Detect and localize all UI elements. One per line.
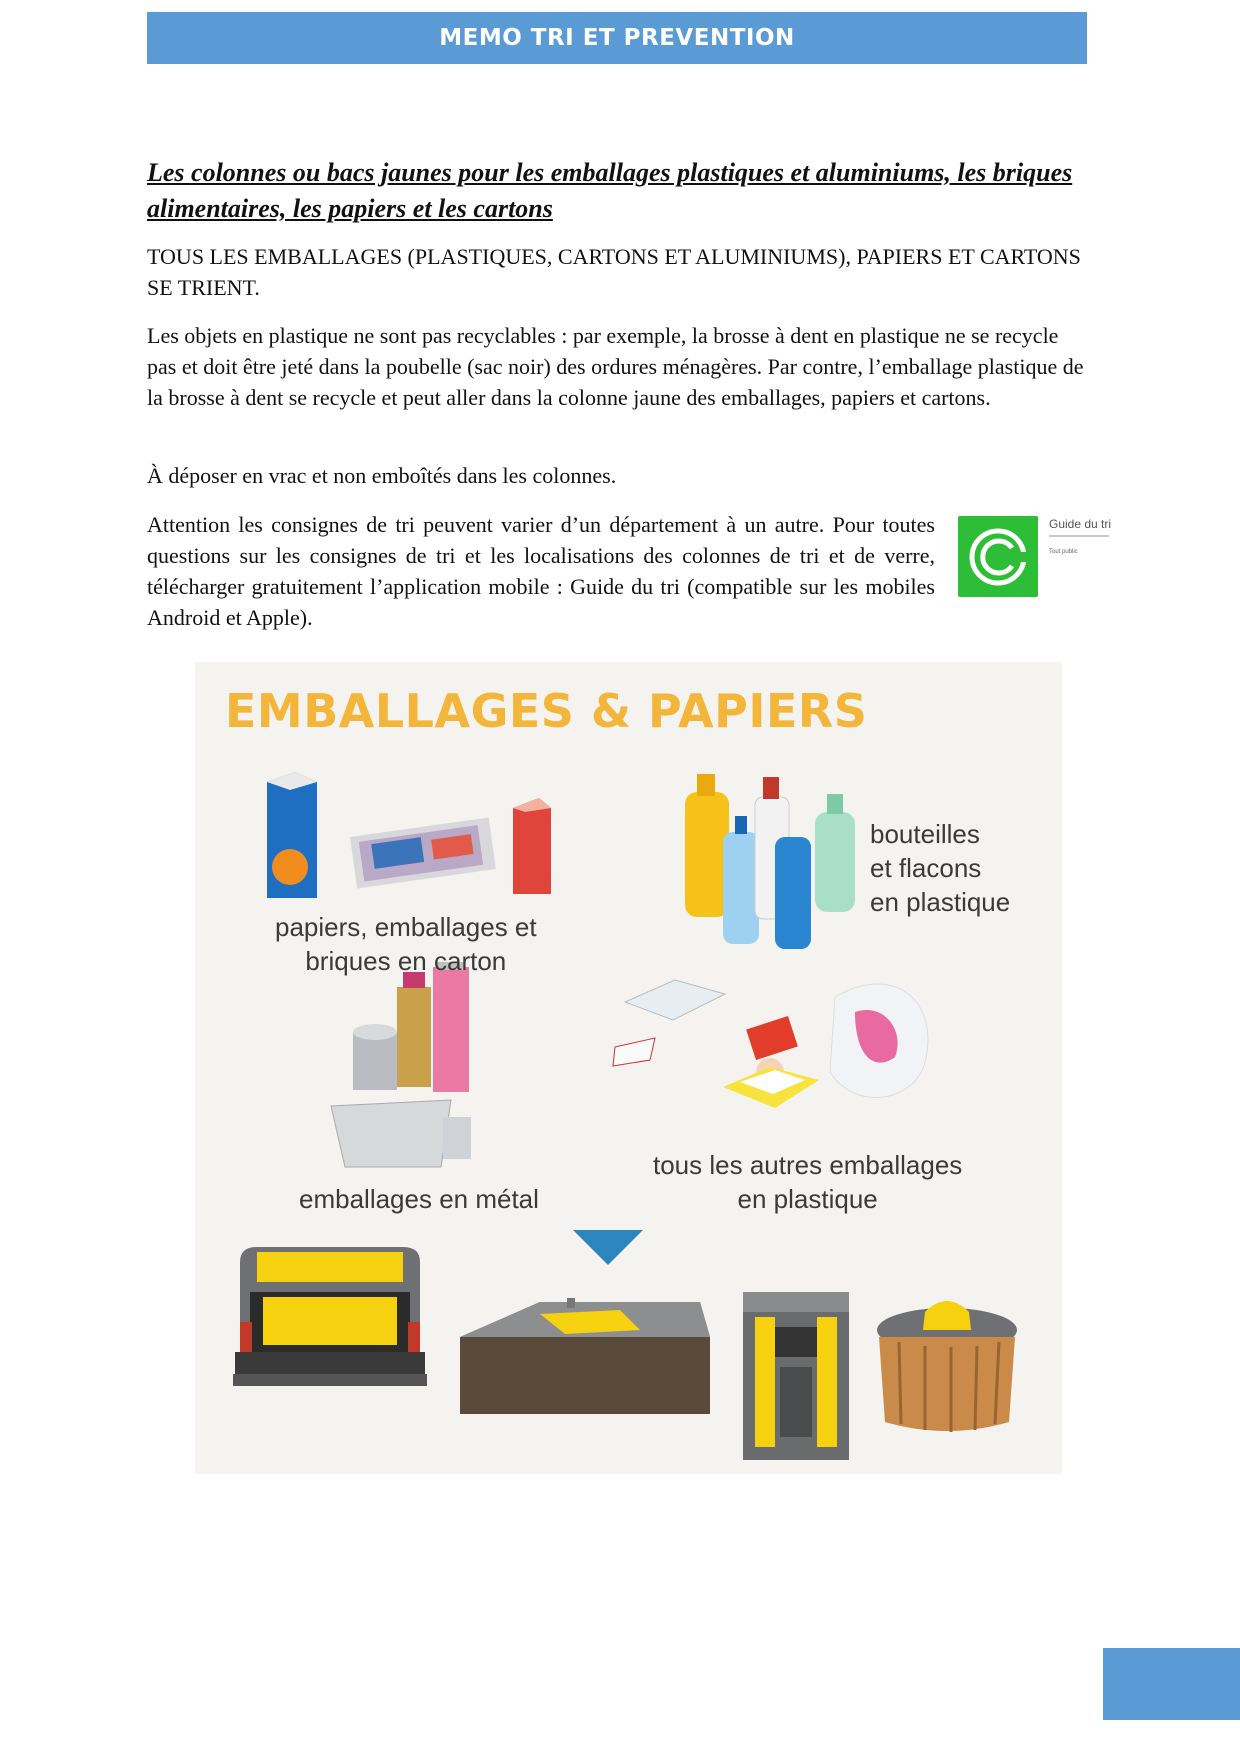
paragraph-app-advice: Attention les consignes de tri peuvent varier d’un département à un autre. Pour toutes questions sur les consignes de tri et les localisations des colonnes de tri et de verre, télécharger gratuitement l’application mobile : Guide du tri (compatible sur les mobiles Android et Apple).: [147, 512, 935, 630]
caption-metal: emballages en métal: [299, 1184, 539, 1214]
caption-bottles: bouteilles et flacons en plastique: [870, 819, 1011, 917]
header-banner: [147, 12, 1087, 64]
caption-other-plastic: tous les autres emballages en plastique: [653, 1150, 963, 1214]
metal-packaging-illustration: [331, 962, 471, 1167]
page-corner-tab: [1103, 1648, 1240, 1720]
caption-papers: papiers, emballages et briques en carton: [275, 912, 537, 976]
poster-title: EMBALLAGES & PAPIERS: [225, 684, 868, 738]
sorting-infographic: [195, 662, 1062, 1474]
paragraph-plastic-objects: Les objets en plastique ne sont pas recyclables : par exemple, la brosse à dent en plastique ne se recycle pas et doit être jeté dans la poubelle (sac noir) des ordures ménagères. Par contre, l’emballage plastique de la brosse à dent se recycle et peut aller dans la colonne jaune des emballages, papiers et cartons.: [147, 323, 1084, 410]
app-divider: [1049, 535, 1109, 537]
app-name: Guide du tri: [1049, 517, 1112, 531]
paragraph-all-packaging: TOUS LES EMBALLAGES (PLASTIQUES, CARTONS ET ALUMINIUMS), PAPIERS ET CARTONS SE TRIENT.: [147, 244, 1081, 300]
down-arrow-icon: [573, 1230, 643, 1265]
cartons-papers-illustration: [267, 772, 551, 898]
other-plastics-illustration: [613, 980, 928, 1108]
section-heading: Les colonnes ou bacs jaunes pour les emballages plastiques et aluminiums, les briques alimentaires, les papiers et les cartons: [147, 158, 1073, 223]
poster-illustrations: [195, 662, 1062, 1474]
banner-title: MEMO TRI ET PREVENTION: [439, 25, 795, 51]
app-publisher: Tout public: [1049, 549, 1078, 555]
paragraph-loose-deposit: À déposer en vrac et non emboîtés dans les colonnes.: [147, 463, 617, 488]
recycle-c-icon[interactable]: [958, 516, 1038, 597]
plastic-bottles-illustration: [685, 774, 855, 949]
yellow-bins-illustration: [233, 1247, 1017, 1460]
